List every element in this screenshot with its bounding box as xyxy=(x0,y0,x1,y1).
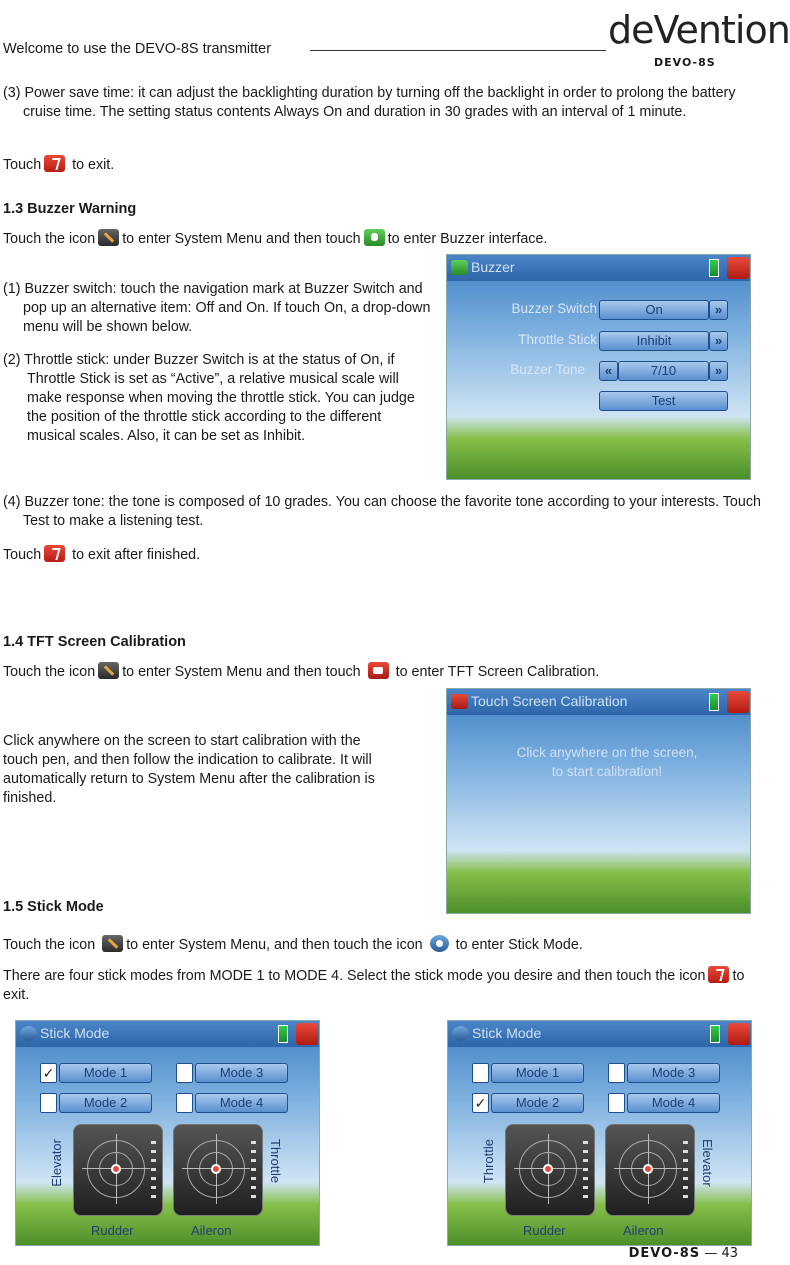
exit-icon xyxy=(708,966,729,983)
stick-mode-icon xyxy=(430,935,449,952)
buzzer-tone-next-button[interactable]: » xyxy=(709,361,728,381)
stick-titlebar xyxy=(16,1021,319,1047)
stick-titlebar xyxy=(448,1021,751,1047)
tft-calibration-icon xyxy=(368,662,389,679)
bottom-left-label: Rudder xyxy=(523,1223,566,1238)
stick-intro xyxy=(3,935,583,955)
mode-4-checkbox[interactable] xyxy=(176,1093,193,1113)
logo-model: DEVO-8S xyxy=(654,56,716,69)
stick-intro-a: Touch the icon xyxy=(3,937,96,953)
exit-icon[interactable] xyxy=(728,1023,750,1045)
tft-intro-a: Touch the icon xyxy=(3,664,96,680)
buzzer-title: Buzzer xyxy=(471,259,515,275)
buzzer-switch-label: Buzzer Switch xyxy=(511,301,597,316)
mode-2-button[interactable]: Mode 2 xyxy=(59,1093,152,1113)
stick-title-icon xyxy=(20,1026,37,1041)
buzzer-item-4: (4) Buzzer tone: the tone is composed of 10 grades. You can choose the favorite tone according to your interests. Touch Test to make a listening test. xyxy=(3,494,761,529)
left-stick-pad xyxy=(73,1124,163,1216)
touch-word: Touch xyxy=(3,547,42,563)
tft-intro xyxy=(3,662,599,682)
buzzer-item-2: (2) Throttle stick: under Buzzer Switch is at the status of On, if Throttle Stick is set as “Active”, a relative musical scale will make response when moving the throttle stick. You can judge the position of the throttle stick according to the different musical scales. Also, it can be set as Inhibit. xyxy=(3,352,415,444)
throttle-stick-label: Throttle Stick xyxy=(518,332,597,347)
stick-mode-screen-1 xyxy=(15,1020,320,1246)
buzzer-tone-prev-button[interactable]: « xyxy=(599,361,618,381)
tft-heading: 1.4 TFT Screen Calibration xyxy=(3,634,186,650)
buzzer-intro-a: Touch the icon xyxy=(3,231,96,247)
test-button[interactable]: Test xyxy=(599,391,728,411)
system-menu-icon xyxy=(98,229,119,246)
buzzer-item-1: (1) Buzzer switch: touch the navigation mark at Buzzer Switch and pop up an alternative item: Off and On. If touch On, a drop-down menu will be shown below. xyxy=(3,281,431,335)
mode-4-button[interactable]: Mode 4 xyxy=(195,1093,288,1113)
tft-message-line-1: Click anywhere on the screen, xyxy=(516,745,698,760)
mode-4-button[interactable]: Mode 4 xyxy=(627,1093,720,1113)
tft-titlebar xyxy=(447,689,750,715)
left-axis-label: Throttle xyxy=(481,1139,496,1184)
stick-para-b: to exit. xyxy=(3,968,745,1003)
exit-after-text: to exit after finished. xyxy=(72,547,201,563)
battery-icon xyxy=(278,1025,288,1043)
stick-paragraph xyxy=(3,966,766,1005)
power-save-paragraph: (3) Power save time: it can adjust the backlighting duration by turning off the backlight in order to prolong the battery cruise time. The setting status contents Always On and duration in 30 grades with an interval of 1 minute. xyxy=(3,85,736,120)
mode-3-checkbox[interactable] xyxy=(176,1063,193,1083)
exit-icon[interactable] xyxy=(296,1023,318,1045)
mode-1-checkbox[interactable]: ✓ xyxy=(40,1063,57,1083)
buzzer-titlebar xyxy=(447,255,750,281)
tft-message-line-2: to start calibration! xyxy=(551,764,663,779)
stick-intro-b: to enter System Menu, and then touch the icon xyxy=(126,937,423,953)
mode-2-checkbox[interactable]: ✓ xyxy=(472,1093,489,1113)
buzzer-title-icon xyxy=(451,260,468,275)
tft-intro-b: to enter System Menu and then touch xyxy=(122,664,361,680)
right-stick-pad xyxy=(605,1124,695,1216)
header-rule xyxy=(310,50,606,51)
page-number: 43 xyxy=(721,1246,738,1261)
battery-icon xyxy=(709,259,719,277)
buzzer-intro-c: to enter Buzzer interface. xyxy=(387,231,548,247)
throttle-stick-next-button[interactable]: » xyxy=(709,331,728,351)
buzzer-switch-next-button[interactable]: » xyxy=(709,300,728,320)
right-stick-pad xyxy=(173,1124,263,1216)
throttle-stick-value[interactable]: Inhibit xyxy=(599,331,709,351)
buzzer-exit-line xyxy=(3,545,200,565)
buzzer-screen xyxy=(446,254,751,480)
logo-word: deVention xyxy=(608,8,790,52)
to-exit-text: to exit. xyxy=(72,157,115,173)
stick-title: Stick Mode xyxy=(40,1025,110,1041)
left-stick-pad xyxy=(505,1124,595,1216)
buzzer-switch-value[interactable]: On xyxy=(599,300,709,320)
buzzer-icon xyxy=(364,229,385,246)
stick-title-icon xyxy=(452,1026,469,1041)
left-axis-label: Elevator xyxy=(49,1139,64,1187)
tft-paragraph: Click anywhere on the screen to start calibration with the touch pen, and then follow the indication to calibrate. It will automatically return to System Menu after the calibration is finished. xyxy=(3,733,375,806)
bottom-left-label: Rudder xyxy=(91,1223,134,1238)
mode-1-button[interactable]: Mode 1 xyxy=(59,1063,152,1083)
page-footer xyxy=(629,1246,738,1261)
power-save-exit-line xyxy=(3,155,114,175)
tft-title: Touch Screen Calibration xyxy=(471,693,628,709)
right-axis-label: Elevator xyxy=(700,1139,715,1187)
battery-icon xyxy=(710,1025,720,1043)
mode-2-checkbox[interactable] xyxy=(40,1093,57,1113)
devention-logo xyxy=(606,2,790,69)
exit-icon[interactable] xyxy=(727,257,749,279)
buzzer-tone-label: Buzzer Tone xyxy=(510,362,585,377)
stick-para-a: There are four stick modes from MODE 1 to MODE 4. Select the stick mode you desire and then touch the icon xyxy=(3,968,706,984)
footer-model: DEVO-8S xyxy=(628,1246,701,1261)
stick-heading: 1.5 Stick Mode xyxy=(3,899,104,915)
touch-word: Touch xyxy=(3,157,42,173)
battery-icon xyxy=(709,693,719,711)
mode-3-button[interactable]: Mode 3 xyxy=(627,1063,720,1083)
mode-4-checkbox[interactable] xyxy=(608,1093,625,1113)
exit-icon xyxy=(44,155,65,172)
exit-icon xyxy=(44,545,65,562)
buzzer-heading: 1.3 Buzzer Warning xyxy=(3,201,137,217)
header-welcome: Welcome to use the DEVO-8S transmitter xyxy=(3,41,272,57)
tft-title-icon xyxy=(451,694,468,709)
system-menu-icon xyxy=(98,662,119,679)
buzzer-intro-b: to enter System Menu and then touch xyxy=(122,231,361,247)
tft-intro-c: to enter TFT Screen Calibration. xyxy=(395,664,600,680)
exit-icon[interactable] xyxy=(727,691,749,713)
stick-title: Stick Mode xyxy=(472,1025,542,1041)
mode-3-checkbox[interactable] xyxy=(608,1063,625,1083)
system-menu-icon xyxy=(102,935,123,952)
right-axis-label: Throttle xyxy=(268,1139,283,1184)
mode-2-button[interactable]: Mode 2 xyxy=(491,1093,584,1113)
stick-mode-screen-2 xyxy=(447,1020,752,1246)
footer-dash: — xyxy=(704,1246,718,1261)
mode-1-checkbox[interactable] xyxy=(472,1063,489,1083)
tft-screen[interactable] xyxy=(446,688,751,914)
buzzer-tone-value: 7/10 xyxy=(618,361,709,381)
mode-3-button[interactable]: Mode 3 xyxy=(195,1063,288,1083)
mode-1-button[interactable]: Mode 1 xyxy=(491,1063,584,1083)
buzzer-intro xyxy=(3,229,547,249)
bottom-right-label: Aileron xyxy=(623,1223,664,1238)
bottom-right-label: Aileron xyxy=(191,1223,232,1238)
stick-intro-c: to enter Stick Mode. xyxy=(455,937,583,953)
